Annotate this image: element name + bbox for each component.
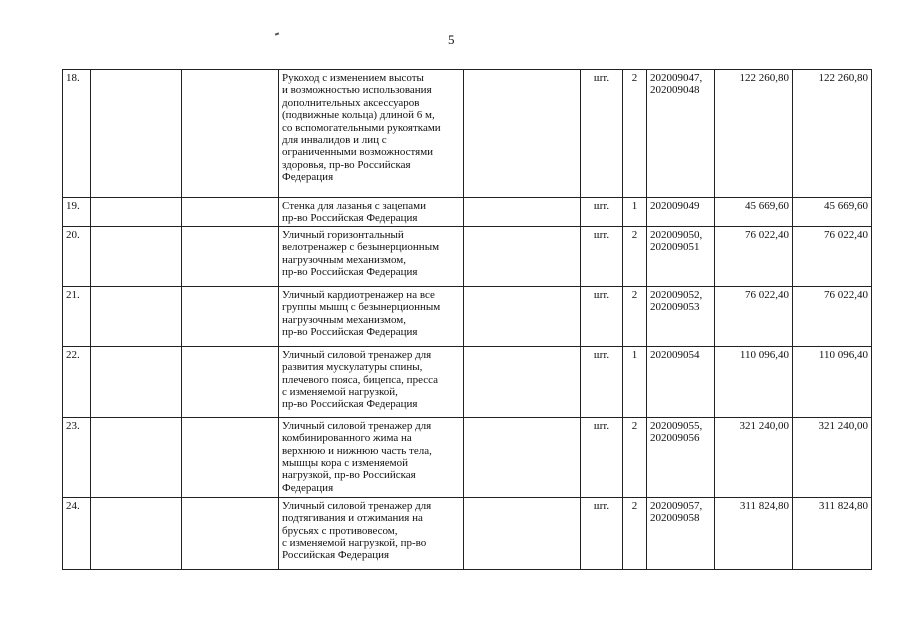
items-table xyxy=(62,69,872,570)
unit-cell: шт. xyxy=(581,70,623,198)
unit-cell: шт. xyxy=(581,198,623,227)
total-amount: 311 824,80 xyxy=(793,497,872,569)
item-description: Уличный силовой тренажер для подтягивания и отжимания на брусьях с противовесом, с изменяемой нагрузкой, пр-во Российская Федерация xyxy=(279,497,464,569)
empty-cell xyxy=(182,417,279,497)
empty-cell xyxy=(91,497,182,569)
quantity-cell: 2 xyxy=(623,226,647,286)
inventory-codes: 202009054 xyxy=(647,346,715,417)
item-description: Уличный горизонтальный велотренажер с безынерционным нагрузочным механизмом, пр-во Российская Федерация xyxy=(279,226,464,286)
row-number: 20. xyxy=(63,226,91,286)
empty-cell xyxy=(464,70,581,198)
table-row xyxy=(63,286,872,346)
unit-price: 76 022,40 xyxy=(715,286,793,346)
unit-cell: шт. xyxy=(581,346,623,417)
unit-price: 110 096,40 xyxy=(715,346,793,417)
unit-price: 122 260,80 xyxy=(715,70,793,198)
row-number: 19. xyxy=(63,198,91,227)
total-amount: 122 260,80 xyxy=(793,70,872,198)
table-row xyxy=(63,198,872,227)
empty-cell xyxy=(464,226,581,286)
empty-cell xyxy=(182,70,279,198)
empty-cell xyxy=(91,198,182,227)
table-row xyxy=(63,346,872,417)
quantity-cell: 2 xyxy=(623,70,647,198)
empty-cell xyxy=(91,286,182,346)
row-number: 23. xyxy=(63,417,91,497)
unit-cell: шт. xyxy=(581,226,623,286)
inventory-codes: 202009052, 202009053 xyxy=(647,286,715,346)
item-description: Рукоход с изменением высоты и возможностью использования дополнительных аксессуаров (подвижные кольца) длиной 6 м, со вспомогательными рукоятками для инвалидов и лиц с ограниченными возможностями здоровья, пр-во Российская Федерация xyxy=(279,70,464,198)
scan-speck xyxy=(275,32,279,35)
empty-cell xyxy=(182,497,279,569)
total-amount: 76 022,40 xyxy=(793,226,872,286)
total-amount: 321 240,00 xyxy=(793,417,872,497)
empty-cell xyxy=(464,346,581,417)
empty-cell xyxy=(91,226,182,286)
quantity-cell: 1 xyxy=(623,198,647,227)
row-number: 21. xyxy=(63,286,91,346)
empty-cell xyxy=(182,346,279,417)
empty-cell xyxy=(91,70,182,198)
empty-cell xyxy=(182,286,279,346)
item-description: Стенка для лазанья с зацепами пр-во Российская Федерация xyxy=(279,198,464,227)
table-body xyxy=(63,70,872,570)
quantity-cell: 1 xyxy=(623,346,647,417)
inventory-codes: 202009049 xyxy=(647,198,715,227)
empty-cell xyxy=(182,226,279,286)
inventory-codes: 202009055, 202009056 xyxy=(647,417,715,497)
table-row xyxy=(63,417,872,497)
total-amount: 45 669,60 xyxy=(793,198,872,227)
row-number: 24. xyxy=(63,497,91,569)
row-number: 22. xyxy=(63,346,91,417)
inventory-codes: 202009057, 202009058 xyxy=(647,497,715,569)
unit-price: 321 240,00 xyxy=(715,417,793,497)
total-amount: 110 096,40 xyxy=(793,346,872,417)
unit-price: 311 824,80 xyxy=(715,497,793,569)
quantity-cell: 2 xyxy=(623,417,647,497)
table-row xyxy=(63,497,872,569)
item-description: Уличный силовой тренажер для комбинированного жима на верхнюю и нижнюю часть тела, мышцы кора с изменяемой нагрузкой, пр-во Российская Федерация xyxy=(279,417,464,497)
empty-cell xyxy=(464,198,581,227)
unit-cell: шт. xyxy=(581,417,623,497)
quantity-cell: 2 xyxy=(623,497,647,569)
total-amount: 76 022,40 xyxy=(793,286,872,346)
item-description: Уличный силовой тренажер для развития мускулатуры спины, плечевого пояса, бицепса, пресса с изменяемой нагрузкой, пр-во Российская Федерация xyxy=(279,346,464,417)
unit-cell: шт. xyxy=(581,497,623,569)
row-number: 18. xyxy=(63,70,91,198)
quantity-cell: 2 xyxy=(623,286,647,346)
inventory-codes: 202009050, 202009051 xyxy=(647,226,715,286)
empty-cell xyxy=(464,497,581,569)
table-row xyxy=(63,70,872,198)
unit-price: 76 022,40 xyxy=(715,226,793,286)
empty-cell xyxy=(91,417,182,497)
empty-cell xyxy=(182,198,279,227)
inventory-codes: 202009047, 202009048 xyxy=(647,70,715,198)
table-row xyxy=(63,226,872,286)
unit-price: 45 669,60 xyxy=(715,198,793,227)
page-number: 5 xyxy=(448,32,455,47)
empty-cell xyxy=(91,346,182,417)
empty-cell xyxy=(464,417,581,497)
unit-cell: шт. xyxy=(581,286,623,346)
item-description: Уличный кардиотренажер на все группы мышц с безынерционным нагрузочным механизмом, пр-во Российская Федерация xyxy=(279,286,464,346)
empty-cell xyxy=(464,286,581,346)
